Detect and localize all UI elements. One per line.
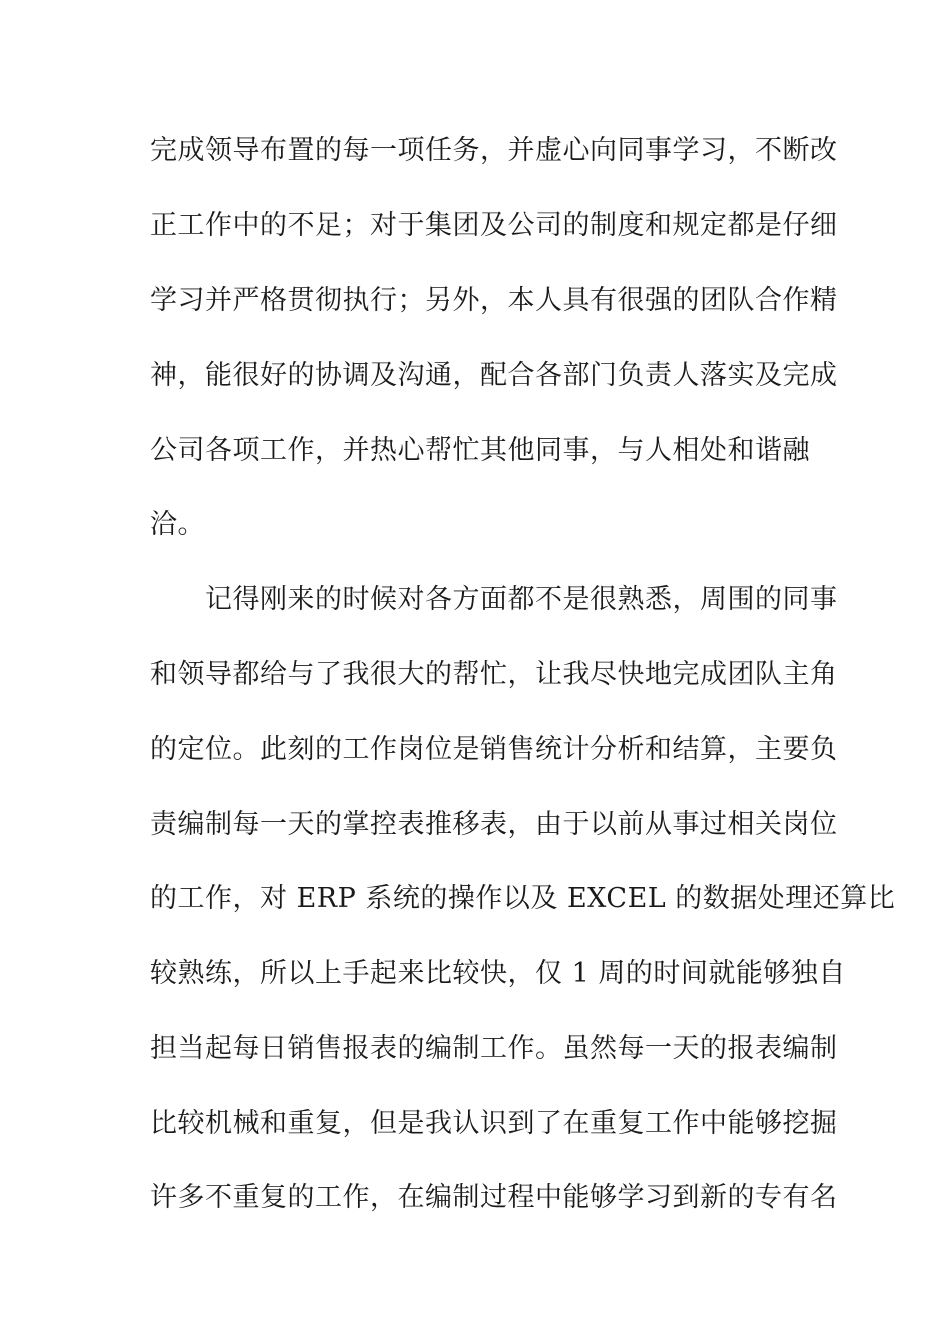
text-line: 学习并严格贯彻执行；另外，本人具有很强的团队合作精 bbox=[150, 285, 838, 316]
text-line: 正工作中的不足；对于集团及公司的制度和规定都是仔细 bbox=[150, 210, 838, 241]
text-line: 责编制每一天的掌控表推移表，由于以前从事过相关岗位 bbox=[150, 809, 838, 840]
text-line: 比较机械和重复，但是我认识到了在重复工作中能够挖掘 bbox=[150, 1108, 838, 1139]
text-line: 神，能很好的协调及沟通，配合各部门负责人落实及完成 bbox=[150, 360, 838, 391]
text-line: 较熟练，所以上手起来比较快，仅 1 周的时间就能够独自 bbox=[150, 958, 846, 989]
text-line: 担当起每日销售报表的编制工作。虽然每一天的报表编制 bbox=[150, 1033, 838, 1064]
text-line: 完成领导布置的每一项任务，并虚心向同事学习，不断改 bbox=[150, 135, 838, 166]
text-line: 许多不重复的工作，在编制过程中能够学习到新的专有名 bbox=[150, 1182, 838, 1213]
text-line: 公司各项工作，并热心帮忙其他同事，与人相处和谐融 bbox=[150, 435, 810, 466]
paragraph-first-line: 记得刚来的时候对各方面都不是很熟悉，周围的同事 bbox=[205, 584, 838, 615]
text-line: 的定位。此刻的工作岗位是销售统计分析和结算，主要负 bbox=[150, 734, 838, 765]
text-line: 和领导都给与了我很大的帮忙，让我尽快地完成团队主角 bbox=[150, 659, 838, 690]
text-line: 洽。 bbox=[150, 509, 205, 540]
text-line: 的工作，对 ERP 系统的操作以及 EXCEL 的数据处理还算比 bbox=[150, 883, 896, 914]
